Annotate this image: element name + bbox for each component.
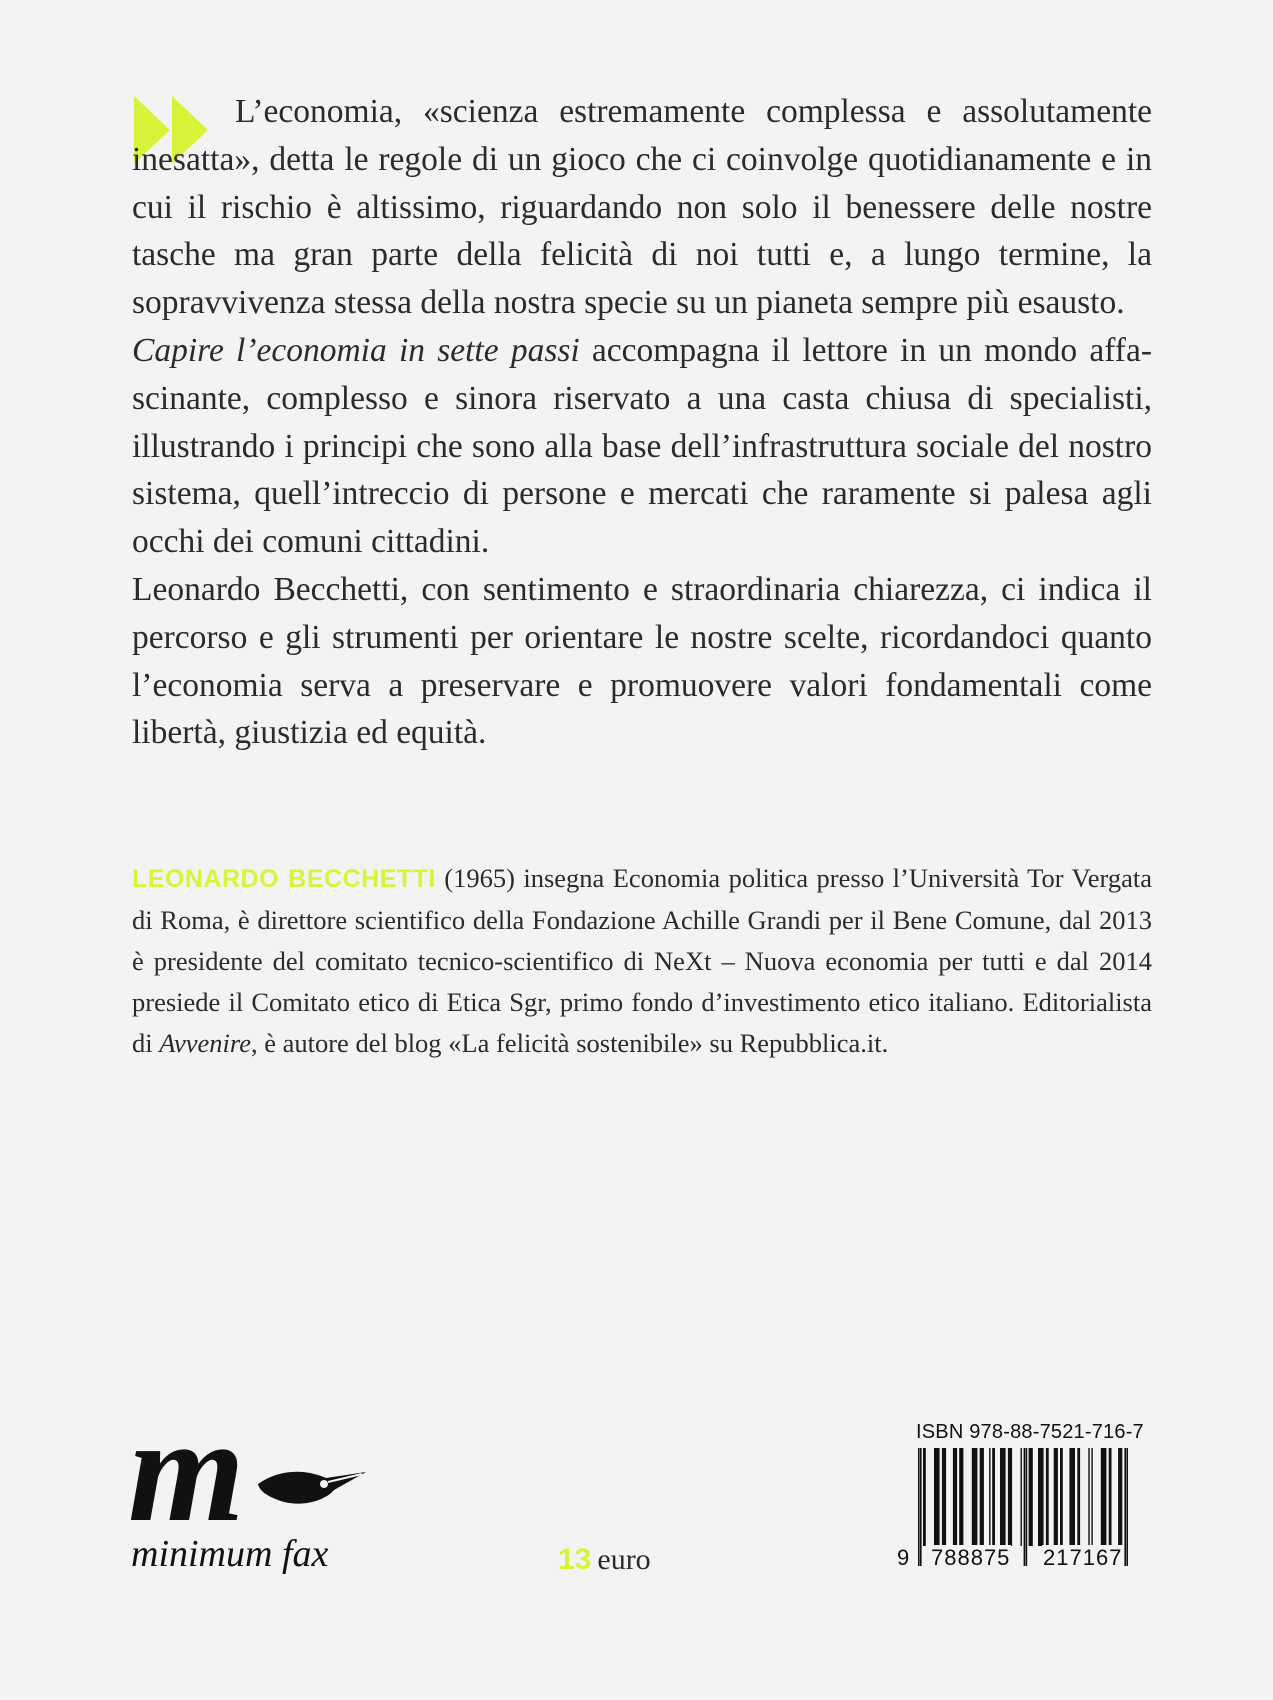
author-bio: LEONARDO BECCHETTI (1965) insegna Economia politica presso l’Università Tor Vergata di Roma, è direttore scientifico della Fondazione Achille Grandi per il Bene Comune, dal 2013 è presidente del comitato tecnico-scientifico di NeXt – Nuova economia per tutti e dal 2014 presiede il Comitato etico di Etica Sgr, primo fondo d’investimento etico italiano. Editorialista di Avvenire, è autore del blog «La felicità sostenibile» su Repubblica.it. xyxy=(132,863,1152,1058)
barcode-digit-lead: 9 xyxy=(897,1545,911,1570)
book-description xyxy=(132,88,1152,757)
description-paragraph-2: Capire l’economia in sette passi accompagna il lettore in un mondo affascinante, complesso e sinora riservato a una casta chiusa di specialisti, illustrando i principi che sono alla base dell’infrastruttura sociale del nostro sistema, quell’intreccio di persone e mercati che raramente si palesa agli occhi dei comuni cittadini. xyxy=(132,331,1152,561)
description-paragraph-1: L’economia, «scienza estremamente complessa e assolutamente inesatta», detta le regole di un gioco che ci coinvolge quotidianamente e in cui il rischio è altissimo, riguardando non solo il benessere delle nostre tasche ma gran parte della felicità di noi tutti e, a lungo termine, la sopravvivenza stessa della nostra specie su un pianeta sempre più esausto. xyxy=(132,93,1152,322)
isbn-label: ISBN 978-88-7521-716-7 xyxy=(916,1421,1144,1443)
price-currency: euro xyxy=(597,1543,651,1576)
price xyxy=(558,1543,651,1577)
publisher-name: minimum fax xyxy=(131,1533,329,1575)
description-paragraph-3: Leonardo Becchetti, con sentimento e straordinaria chiarezza, ci indica il percorso e gli strumenti per orientare le nostre scelte, ricordandoci quanto l’economia serva a preservare e promuovere valori fondamentali come libertà, giustizia ed equità. xyxy=(132,570,1152,752)
price-amount: 13 xyxy=(558,1543,592,1576)
barcode-digits-right: 217167 xyxy=(1043,1545,1123,1570)
barcode-digits-left: 788875 xyxy=(931,1545,1011,1570)
logo-letter: m xyxy=(128,1420,245,1553)
author-name: LEONARDO BECCHETTI xyxy=(132,865,436,893)
publication-name: Avvenire xyxy=(159,1028,251,1058)
book-title: Capire l’economia in sette passi xyxy=(132,331,580,369)
